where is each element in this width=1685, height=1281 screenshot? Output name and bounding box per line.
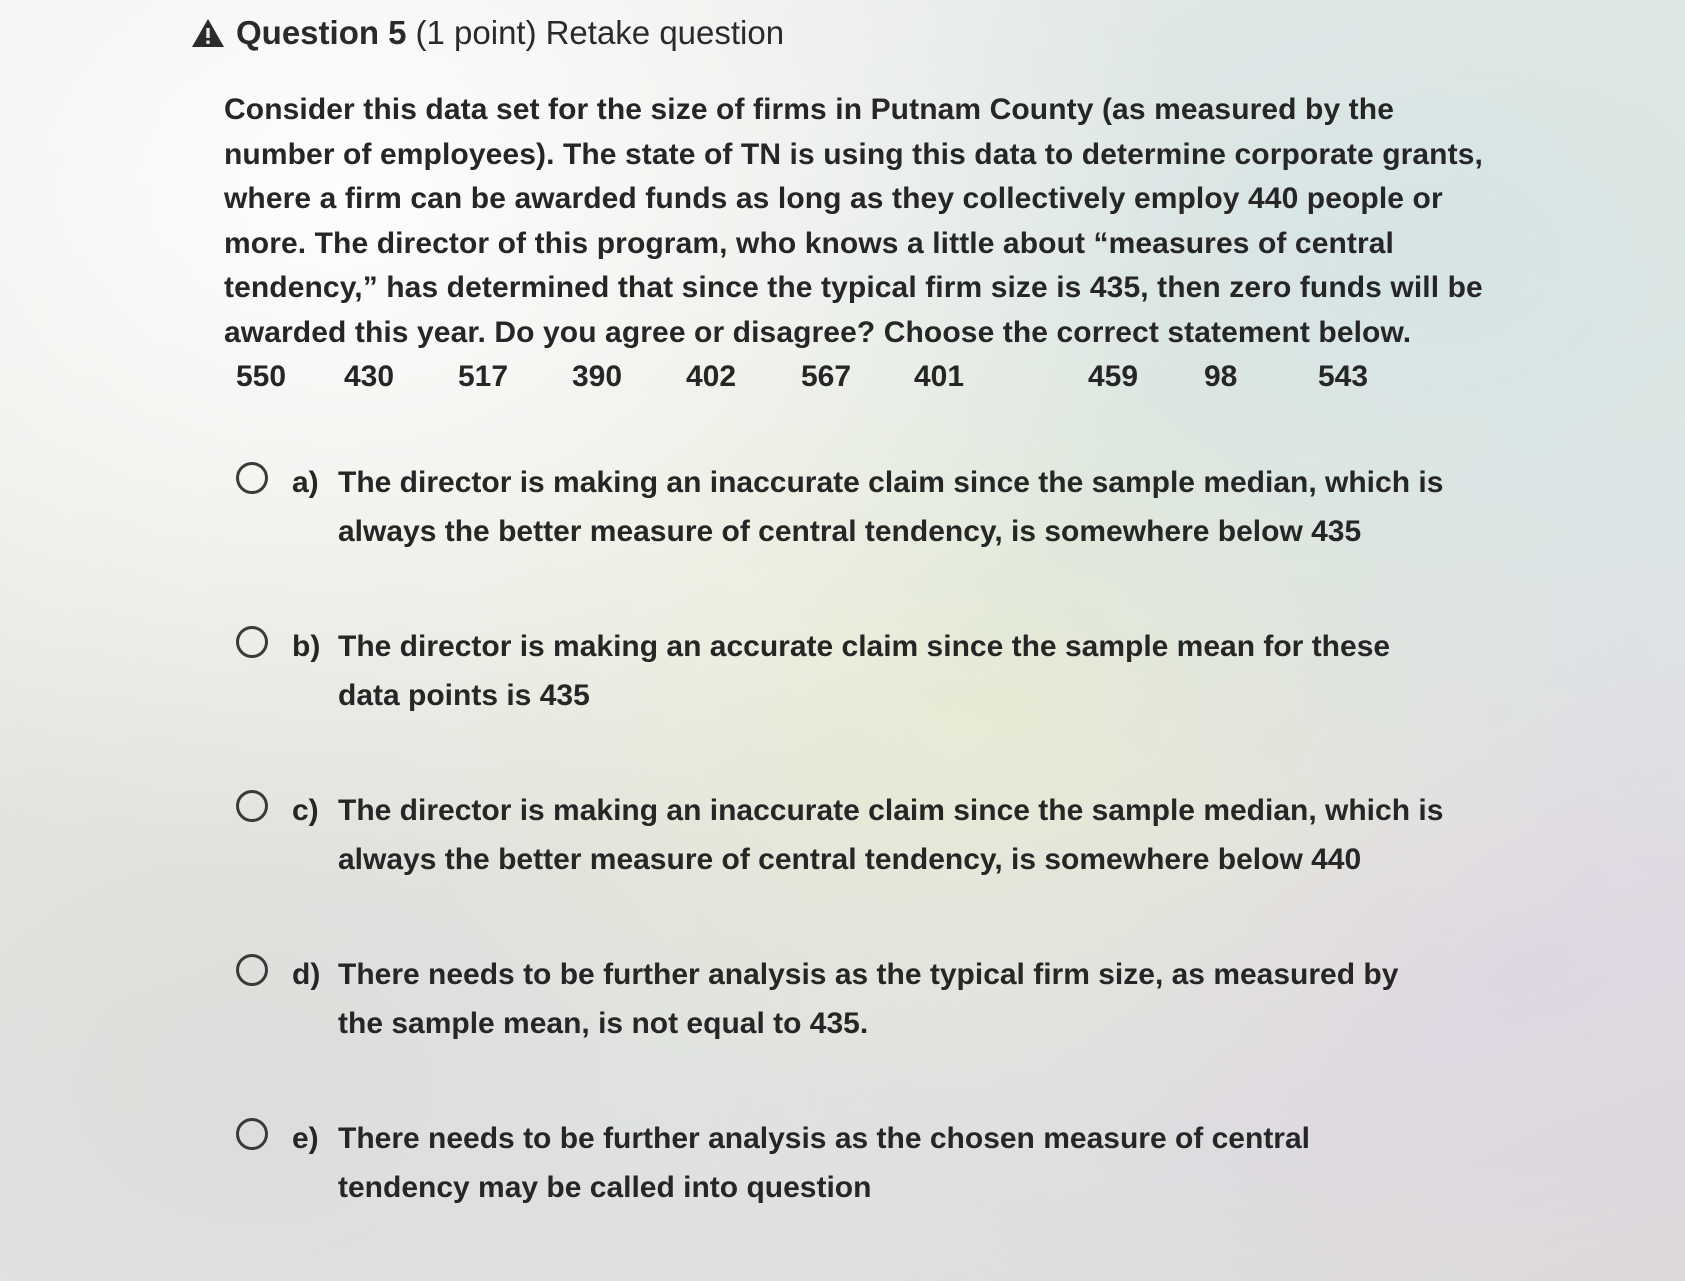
data-value: 543 — [1318, 360, 1369, 393]
data-value: 517 — [458, 360, 509, 393]
retake-status: Retake question — [545, 14, 785, 51]
data-value: 430 — [344, 360, 395, 393]
option-d[interactable] — [236, 950, 1456, 1048]
option-text: The director is making an accurate claim since the sample mean for these data points is 435 — [338, 630, 1391, 712]
data-value: 459 — [1088, 360, 1139, 393]
radio-button-e[interactable] — [236, 1118, 268, 1150]
option-letter: b) — [292, 630, 321, 663]
option-letter: a) — [292, 466, 319, 499]
radio-button-c[interactable] — [236, 790, 268, 822]
option-letter: d) — [292, 958, 321, 991]
option-e[interactable] — [236, 1114, 1456, 1212]
question-points: (1 point) — [415, 14, 537, 51]
option-a[interactable] — [236, 458, 1456, 556]
data-value: 567 — [801, 360, 852, 393]
option-text: There needs to be further analysis as the typical firm size, as measured by the sample mean, is not equal to 435. — [338, 958, 1399, 1040]
question-prompt: Consider this data set for the size of firms in Putnam County (as measured by the number of employees). The state of TN is using this data to determine corporate grants, where a firm can be awarded funds as long as they collectively employ 440 people or more. The director of this program, who knows a little about “measures of central tendency,” has determined that since the typical firm size is 435, then zero funds will be awarded this year. Do you agree or disagree? Choose the correct statement below. — [224, 93, 1483, 349]
option-letter: e) — [292, 1122, 319, 1155]
data-value: 550 — [236, 360, 287, 393]
radio-button-d[interactable] — [236, 954, 268, 986]
option-letter: c) — [292, 794, 319, 827]
radio-button-a[interactable] — [236, 462, 268, 494]
data-value: 401 — [914, 360, 965, 393]
option-text: The director is making an inaccurate claim since the sample median, which is always the better measure of central tendency, is somewhere below 440 — [338, 794, 1444, 876]
option-text: There needs to be further analysis as the chosen measure of central tendency may be called into question — [338, 1122, 1310, 1204]
option-text: The director is making an inaccurate claim since the sample median, which is always the better measure of central tendency, is somewhere below 435 — [338, 466, 1444, 548]
warning-icon — [190, 17, 226, 49]
data-value: 98 — [1204, 360, 1238, 393]
option-b[interactable] — [236, 622, 1456, 720]
option-c[interactable] — [236, 786, 1456, 884]
data-value: 402 — [686, 360, 737, 393]
question-header — [190, 14, 784, 52]
data-value: 390 — [572, 360, 623, 393]
radio-button-b[interactable] — [236, 626, 268, 658]
question-title: Question 5 — [236, 14, 407, 51]
